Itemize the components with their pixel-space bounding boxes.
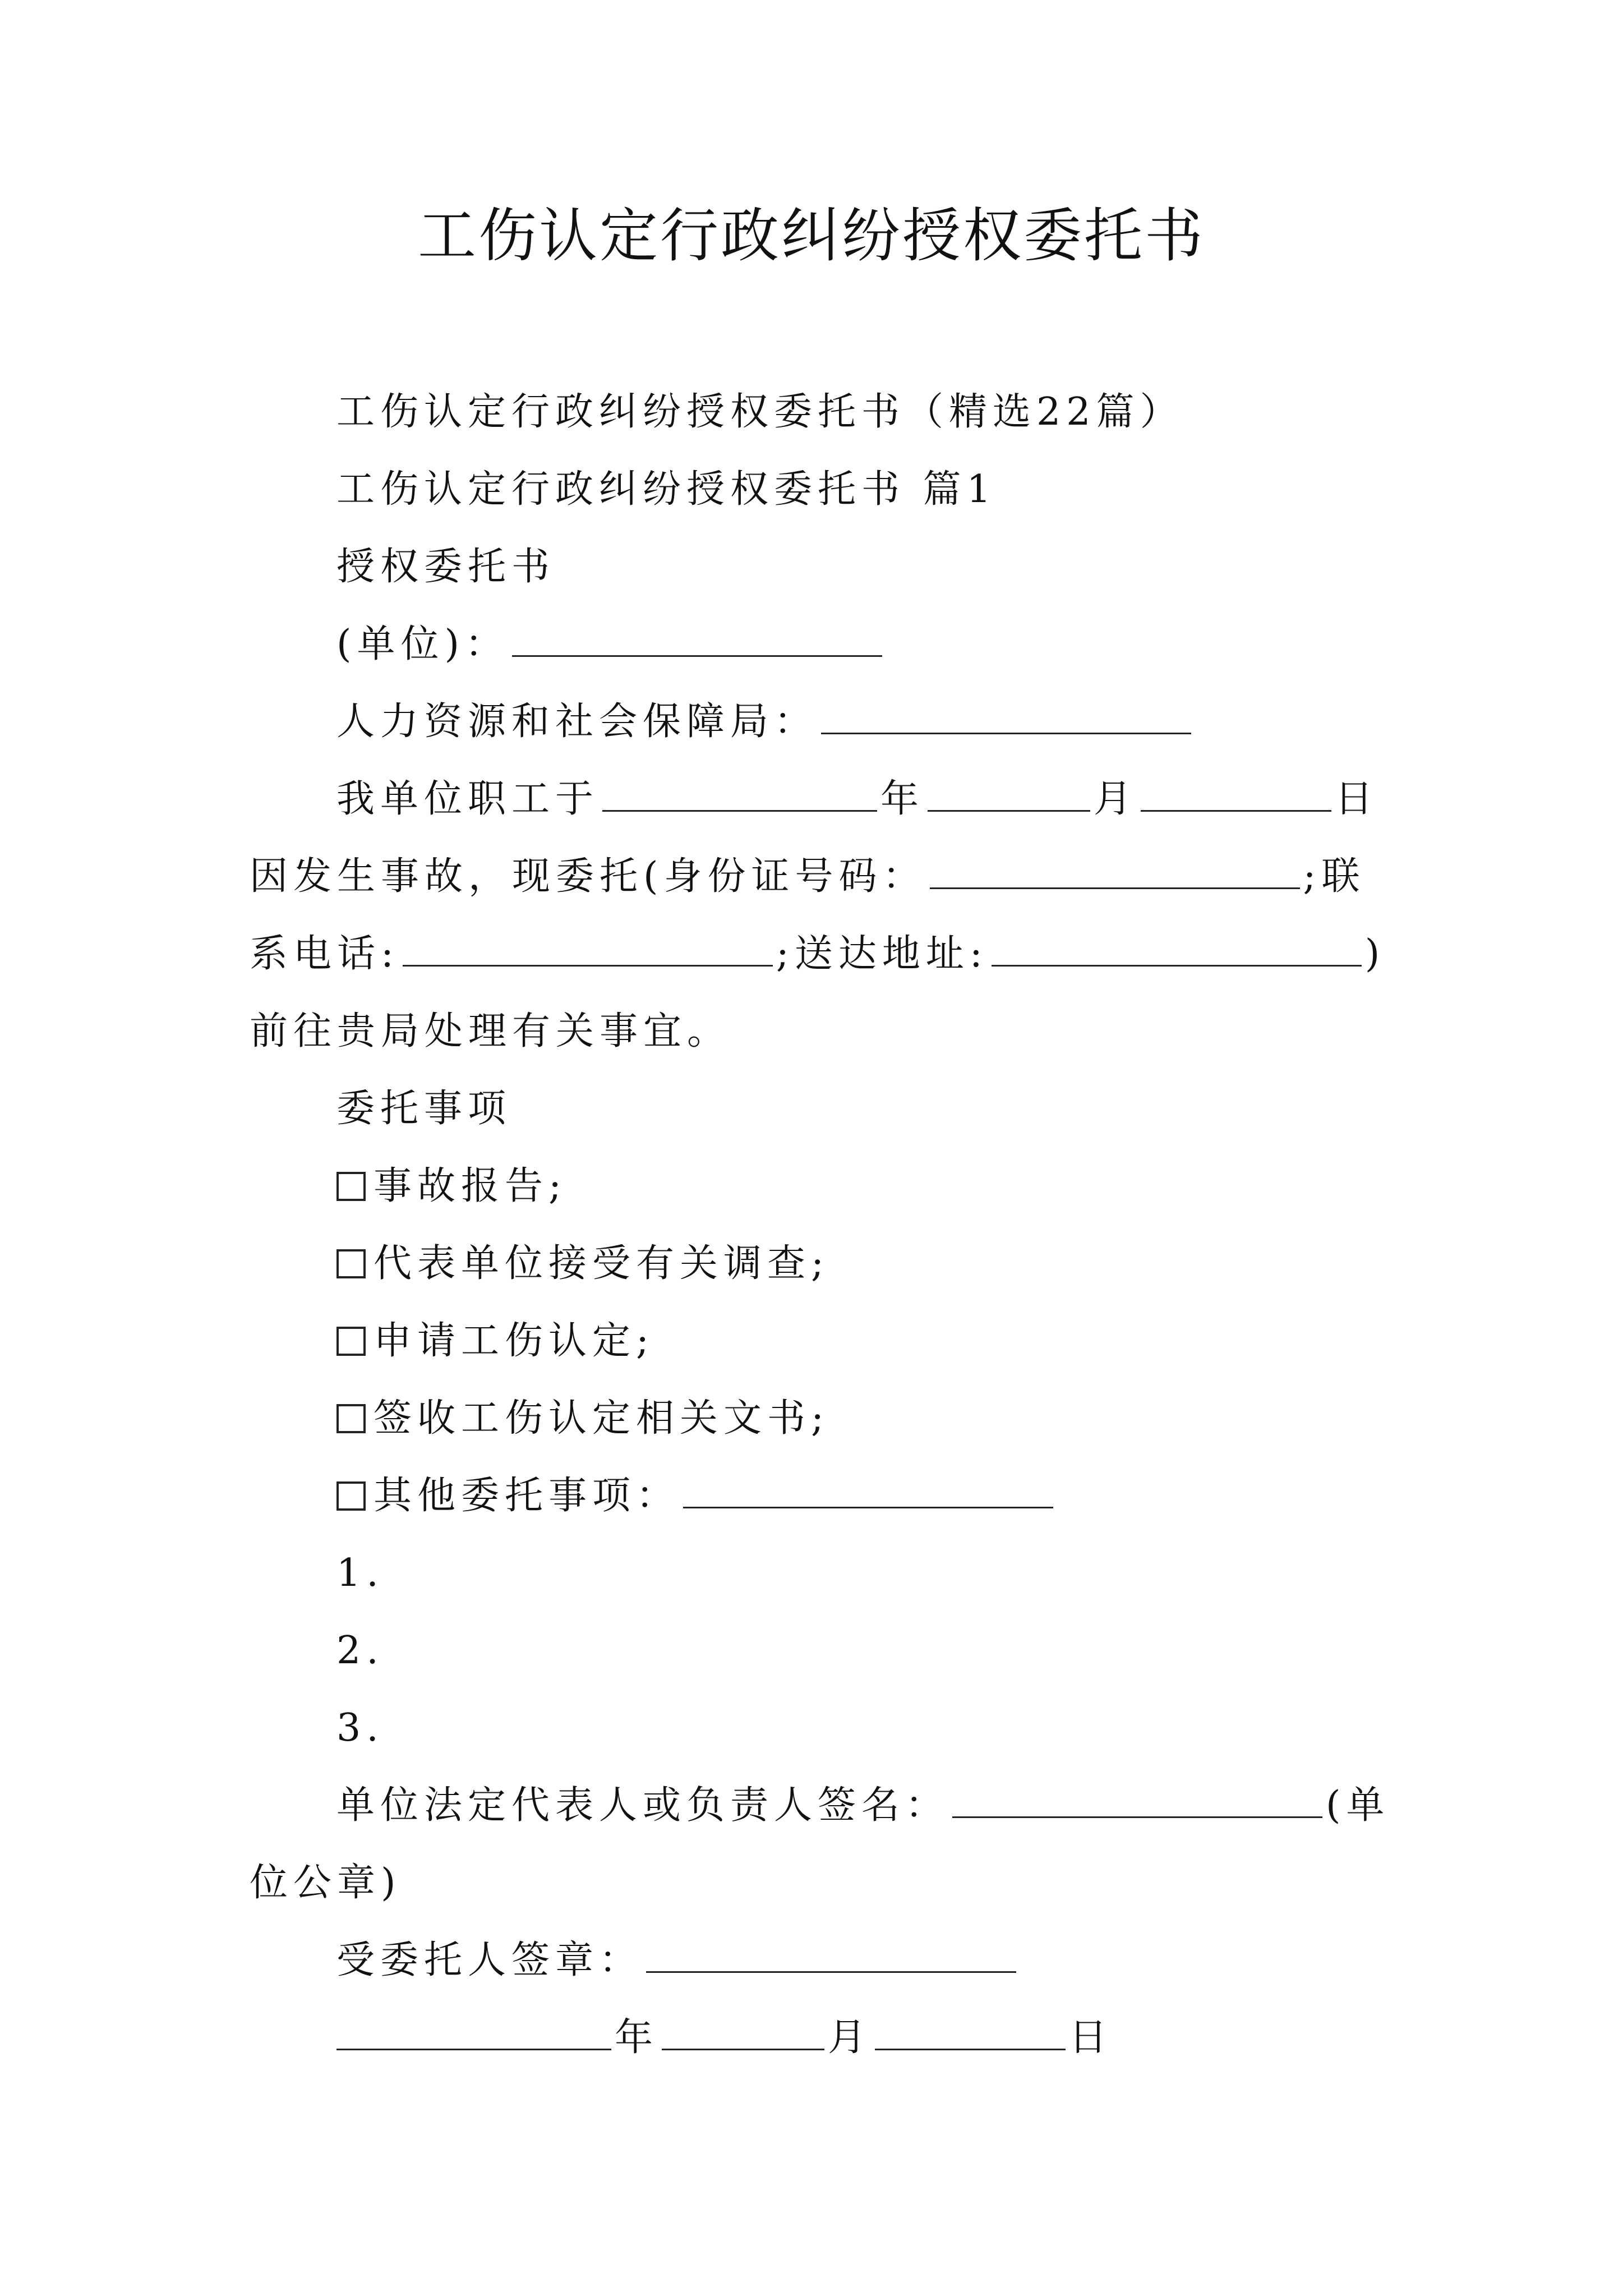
other-matters-blank: [683, 1472, 1053, 1508]
year-blank: [602, 775, 877, 812]
checkbox-item: [336, 1239, 829, 1289]
signature-line2: 位公章): [250, 1861, 402, 1905]
checkbox-item: [336, 1316, 654, 1366]
form-title: 授权委托书: [336, 545, 556, 589]
agent-signature-blank: [646, 1936, 1016, 1973]
checkbox-label: 其他委托事项：: [374, 1474, 680, 1518]
para1-line2: [250, 852, 1365, 902]
date-year: 年: [615, 2016, 659, 2060]
document-title: 工伤认定行政纠纷授权委托书: [417, 201, 1205, 270]
date-month: 月: [828, 2016, 872, 2060]
para1-line4: 前往贵局处理有关事宜。: [250, 1009, 731, 1053]
agent-signature-line: [336, 1935, 1020, 1986]
para1-line2-end: ;联: [1303, 854, 1366, 899]
checkbox-icon: [336, 1172, 366, 1201]
unit-blank: [512, 620, 882, 657]
numbered-item: 3.: [336, 1706, 384, 1750]
date-year-blank: [336, 2014, 611, 2050]
para1-line3: [250, 929, 1385, 979]
numbered-item: 1.: [336, 1551, 384, 1595]
signature-blank: [952, 1782, 1322, 1818]
checkbox-label: 事故报告;: [374, 1164, 567, 1208]
para1-line3-end: ): [1364, 932, 1386, 976]
checkbox-item: [336, 1161, 567, 1212]
numbered-item: 2.: [336, 1628, 384, 1673]
unit-line: [336, 619, 886, 670]
address-blank: [992, 930, 1362, 967]
date-day: 日: [1069, 2016, 1113, 2060]
para1-prefix: 我单位职工于: [336, 777, 600, 821]
para1-line2-text: 因发生事故，现委托(身份证号码：: [250, 854, 926, 899]
signature-end: (单: [1326, 1783, 1390, 1828]
checkbox-icon: [336, 1481, 366, 1511]
unit-label: (单位)：: [336, 622, 509, 666]
checkbox-icon: [336, 1249, 366, 1278]
checkbox-label: 申请工伤认定;: [374, 1319, 654, 1363]
date-month-blank: [662, 2014, 824, 2050]
para1-day: 日: [1335, 777, 1379, 821]
bureau-line: [336, 697, 1195, 747]
matters-heading: 委托事项: [336, 1087, 512, 1131]
id-number-blank: [930, 853, 1300, 889]
checkbox-item: [336, 1393, 829, 1444]
signature-line: [336, 1780, 1390, 1831]
signature-label: 单位法定代表人或负责人签名：: [336, 1783, 949, 1828]
para1-year: 年: [880, 777, 925, 821]
date-day-blank: [875, 2014, 1066, 2050]
checkbox-label: 签收工伤认定相关文书;: [374, 1396, 829, 1441]
agent-signature-label: 受委托人签章：: [336, 1938, 643, 1982]
phone-blank: [403, 930, 773, 967]
checkbox-icon: [336, 1404, 366, 1433]
para1-month: 月: [1094, 777, 1138, 821]
bureau-label: 人力资源和社会保障局：: [336, 700, 818, 744]
para1-line1: [336, 774, 1378, 825]
month-blank: [928, 775, 1090, 812]
para1-line3-mid: ;送达地址:: [776, 932, 988, 976]
checkbox-label: 代表单位接受有关调查;: [374, 1241, 829, 1286]
checkbox-icon: [336, 1327, 366, 1356]
checkbox-item: [336, 1471, 1057, 1521]
bureau-blank: [821, 698, 1191, 734]
day-blank: [1141, 775, 1331, 812]
date-line: [336, 2013, 1113, 2063]
subtitle: 工伤认定行政纠纷授权委托书（精选22篇）: [336, 390, 1184, 434]
para1-line3-text: 系电话:: [250, 932, 399, 976]
section-heading: 工伤认定行政纠纷授权委托书 篇1: [336, 467, 997, 512]
